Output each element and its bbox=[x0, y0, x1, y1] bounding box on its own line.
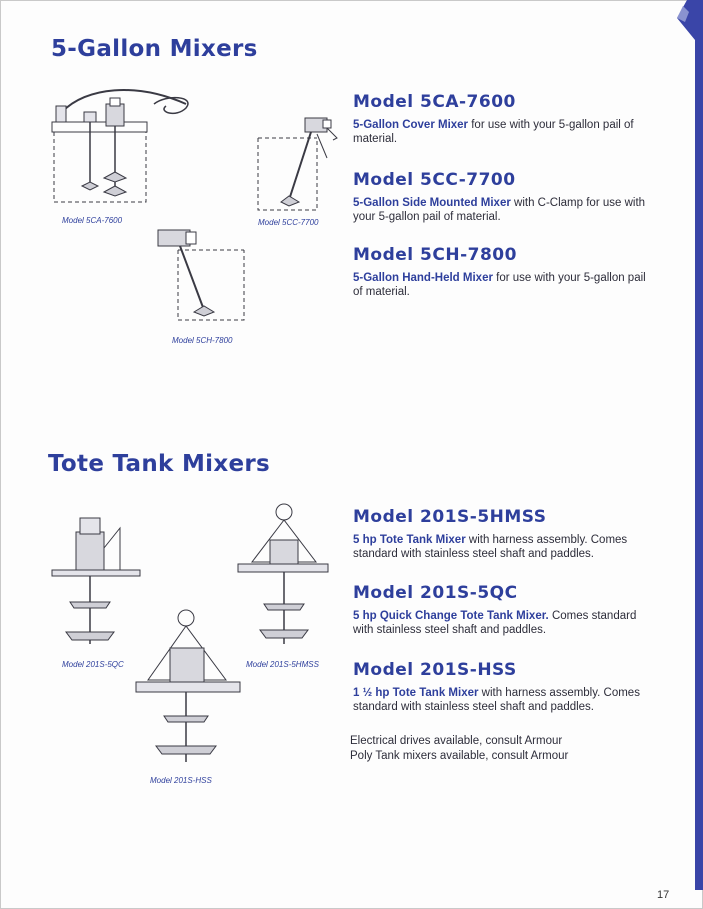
model-description bbox=[353, 686, 653, 714]
model-description bbox=[353, 118, 653, 146]
model-detail: for use with your 5-gallon pail of material. bbox=[353, 272, 646, 298]
note-electrical: Electrical drives available, consult Armour bbox=[350, 735, 563, 747]
model-highlight: 5 hp Tote Tank Mixer bbox=[353, 534, 466, 546]
model-highlight: 5-Gallon Side Mounted Mixer bbox=[353, 197, 511, 209]
caption-5ch-7800: Model 5CH-7800 bbox=[172, 336, 233, 345]
model-block-201s-hss bbox=[353, 660, 653, 714]
model-detail: with C-Clamp for use with your 5-gallon pail of material. bbox=[353, 197, 646, 223]
model-detail: with harness assembly. Comes standard with stainless steel shaft and paddles. bbox=[353, 687, 640, 713]
model-title: Model 5CC-7700 bbox=[353, 170, 516, 190]
model-title: Model 201S-5HMSS bbox=[353, 507, 547, 527]
caption-5ca-7600: Model 5CA-7600 bbox=[62, 216, 123, 225]
caption-5cc-7700: Model 5CC-7700 bbox=[258, 218, 319, 227]
section-title-tote-tank: Tote Tank Mixers bbox=[48, 451, 270, 477]
model-description bbox=[353, 609, 653, 637]
page-edge-tab bbox=[677, 0, 703, 890]
tote-mixer-5hmss-illustration bbox=[234, 500, 334, 648]
availability-notes bbox=[350, 734, 568, 764]
model-block-5ch-7800 bbox=[353, 245, 653, 299]
model-title: Model 201S-5QC bbox=[353, 583, 518, 603]
caption-201s-5hmss: Model 201S-5HMSS bbox=[246, 660, 319, 669]
model-highlight: 5 hp Quick Change Tote Tank Mixer. bbox=[353, 610, 549, 622]
caption-201s-5qc: Model 201S-5QC bbox=[62, 660, 124, 669]
section-title-5-gallon: 5-Gallon Mixers bbox=[51, 36, 258, 62]
model-description bbox=[353, 196, 653, 224]
cover-mixer-illustration bbox=[46, 82, 196, 212]
side-mount-mixer-illustration bbox=[253, 110, 343, 215]
model-title: Model 5CA-7600 bbox=[353, 92, 516, 112]
model-highlight: 1 ½ hp Tote Tank Mixer bbox=[353, 687, 479, 699]
model-block-201s-5qc bbox=[353, 583, 653, 637]
hand-held-mixer-illustration bbox=[150, 224, 250, 326]
model-title: Model 5CH-7800 bbox=[353, 245, 517, 265]
model-block-5ca-7600 bbox=[353, 92, 653, 146]
model-detail: Comes standard with stainless steel shaft and paddles. bbox=[353, 610, 637, 636]
tote-mixer-hss-illustration bbox=[134, 608, 244, 768]
model-detail: with harness assembly. Comes standard with stainless steel shaft and paddles. bbox=[353, 534, 628, 560]
model-description bbox=[353, 271, 653, 299]
model-detail: for use with your 5-gallon pail of material. bbox=[353, 119, 634, 145]
model-highlight: 5-Gallon Cover Mixer bbox=[353, 119, 469, 131]
page-number: 17 bbox=[657, 889, 670, 901]
model-title: Model 201S-HSS bbox=[353, 660, 517, 680]
model-block-201s-5hmss bbox=[353, 507, 653, 561]
model-highlight: 5-Gallon Hand-Held Mixer bbox=[353, 272, 493, 284]
caption-201s-hss: Model 201S-HSS bbox=[150, 776, 212, 785]
model-block-5cc-7700 bbox=[353, 170, 653, 224]
note-poly: Poly Tank mixers available, consult Armour bbox=[350, 750, 569, 762]
model-description bbox=[353, 533, 653, 561]
